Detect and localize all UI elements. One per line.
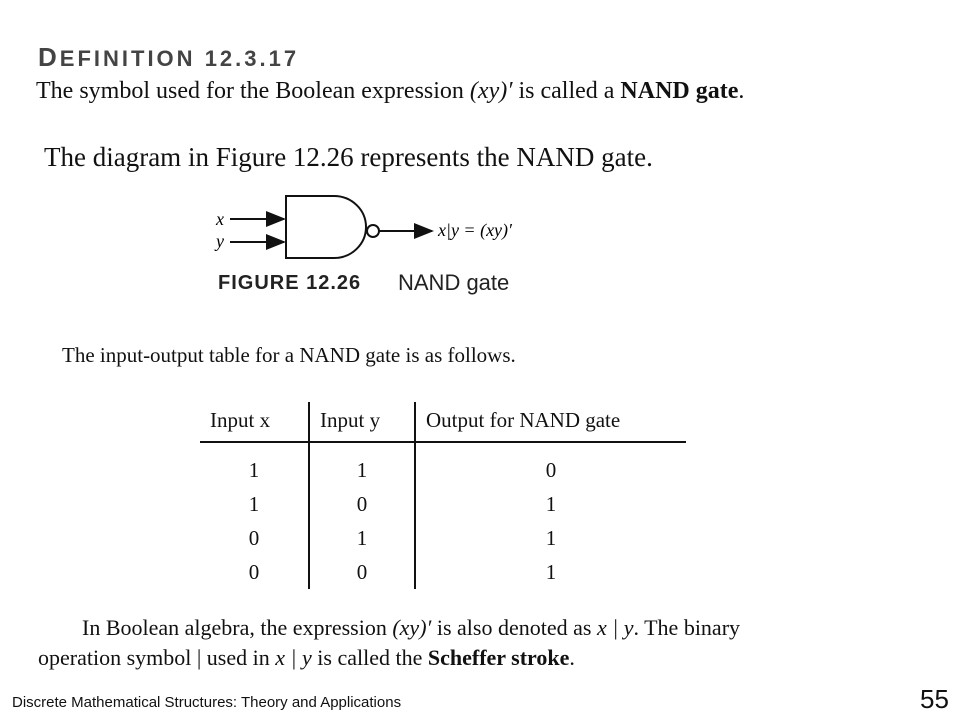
cell-x: 0 — [200, 521, 309, 555]
table-row — [200, 487, 686, 521]
input-y-label: y — [216, 231, 224, 251]
header-input-x: Input x — [200, 402, 309, 442]
page-number: 55 — [920, 684, 949, 714]
table-row — [200, 555, 686, 589]
definition-text: The symbol used for the Boolean expression (xy)′ is called a NAND gate. — [36, 78, 745, 104]
nand-truth-table — [200, 402, 686, 589]
definition-number: 12.3.17 — [204, 46, 300, 71]
table-intro: The input-output table for a NAND gate is as follows. — [62, 343, 516, 367]
cell-output: 1 — [545, 525, 557, 550]
definition-expression: (xy)′ — [469, 78, 513, 104]
closing-expression: (xy)′ — [392, 615, 432, 640]
scheffer-stroke-term: Scheffer stroke — [427, 645, 570, 670]
cell-y: 1 — [309, 442, 415, 487]
closing-line-2: operation symbol | used in x | y is called the Scheffer stroke. — [38, 645, 575, 670]
table-row — [200, 521, 686, 555]
figure-title: NAND gate — [398, 270, 510, 295]
definition-heading-initial: D — [38, 42, 60, 72]
figure-label: FIGURE 12.26 — [218, 272, 362, 294]
cell-x: 0 — [200, 555, 309, 589]
footer-book-title: Discrete Mathematical Structures: Theory and Applications — [12, 694, 402, 711]
cell-output: 0 — [545, 457, 557, 482]
cell-x: 1 — [200, 442, 309, 487]
closing-line-1: In Boolean algebra, the expression (xy)′ is also denoted as x | y. The binary — [82, 615, 741, 640]
inversion-bubble — [367, 225, 379, 237]
closing-stroke-expression-2: x | y — [275, 645, 312, 670]
table-header-row — [200, 402, 686, 442]
table-row — [200, 442, 686, 487]
nand-gate-diagram — [210, 192, 550, 262]
cell-output: 1 — [545, 491, 557, 516]
definition-heading-word: EFINITION — [59, 46, 196, 71]
intro-sentence: The diagram in Figure 12.26 represents the NAND gate. — [44, 142, 653, 172]
output-label: x|y = (xy)′ — [438, 220, 512, 240]
cell-y: 1 — [309, 521, 415, 555]
cell-x: 1 — [200, 487, 309, 521]
definition-term: NAND gate — [620, 78, 739, 104]
nand-gate-body — [286, 196, 366, 258]
header-input-y: Input y — [309, 402, 415, 442]
cell-output: 1 — [545, 559, 557, 584]
closing-stroke-expression: x | y — [596, 615, 634, 640]
input-x-label: x — [216, 209, 224, 229]
cell-y: 0 — [309, 487, 415, 521]
cell-y: 0 — [309, 555, 415, 589]
header-output: Output for NAND gate — [415, 402, 686, 442]
definition-heading — [38, 42, 299, 73]
